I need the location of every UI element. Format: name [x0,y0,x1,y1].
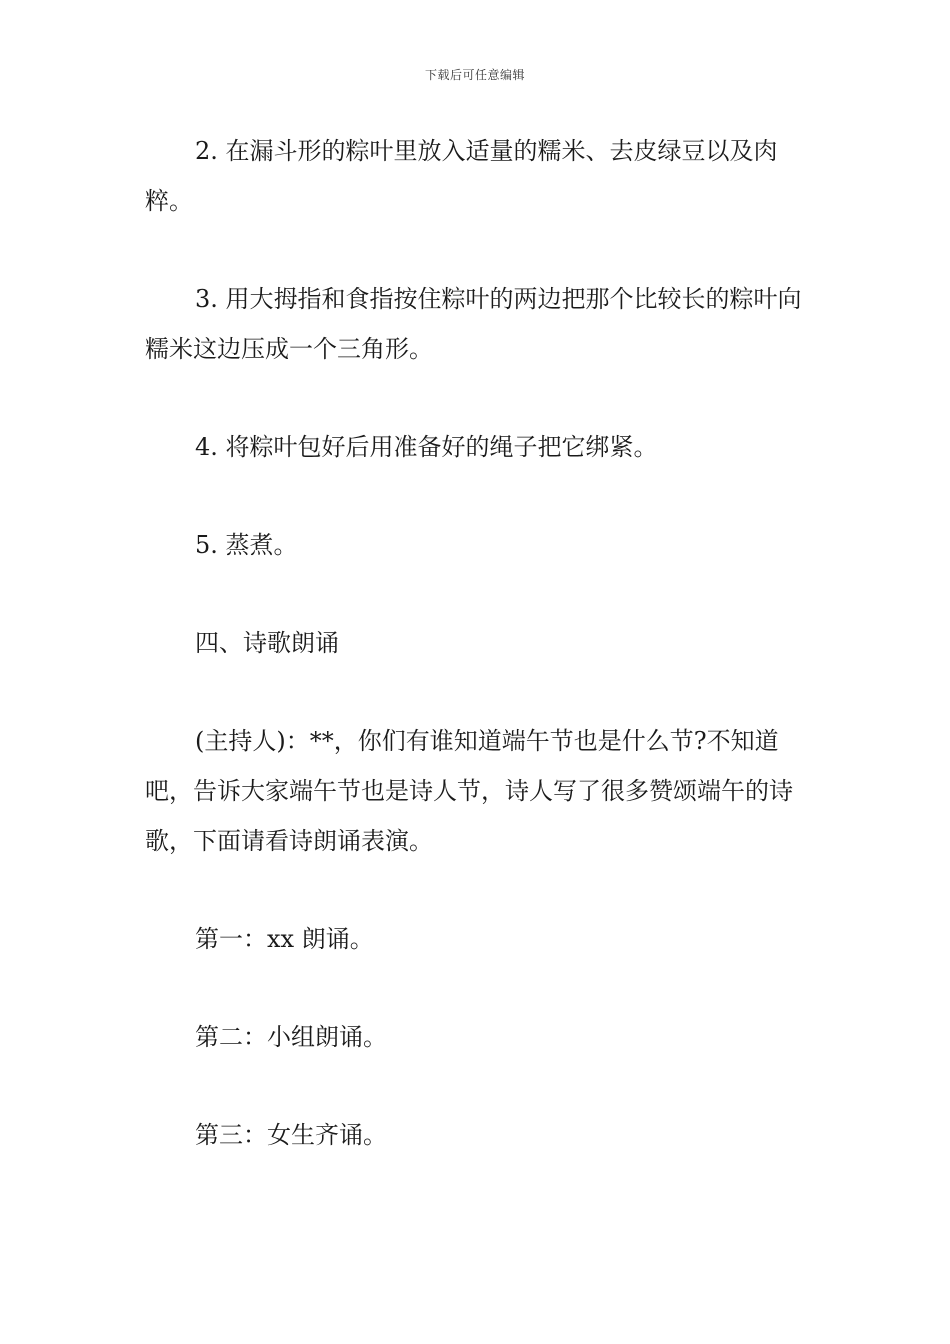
section-heading: 四、诗歌朗诵 [195,629,339,657]
document-body [145,126,811,1160]
recital-item-3: 第三：女生齐诵。 [195,1121,387,1149]
step-5-paragraph: 5. 蒸煮。 [195,531,298,559]
step-4-paragraph: 4. 将粽叶包好后用准备好的绳子把它绑紧。 [195,433,658,461]
page-header-note: 下载后可任意编辑 [424,68,525,82]
recital-item-2: 第二：小组朗诵。 [195,1023,387,1051]
host-paragraph: (主持人)：**，你们有谁知道端午节也是什么节?不知道吧，告诉大家端午节也是诗人节，诗人写了很多赞颂端午的诗歌，下面请看诗朗诵表演。 [145,727,793,855]
recital-item-1: 第一：xx 朗诵。 [195,925,374,953]
step-2-paragraph: 2. 在漏斗形的粽叶里放入适量的糯米、去皮绿豆以及肉粹。 [145,137,778,215]
step-3-paragraph: 3. 用大拇指和食指按住粽叶的两边把那个比较长的粽叶向糯米这边压成一个三角形。 [145,285,802,363]
